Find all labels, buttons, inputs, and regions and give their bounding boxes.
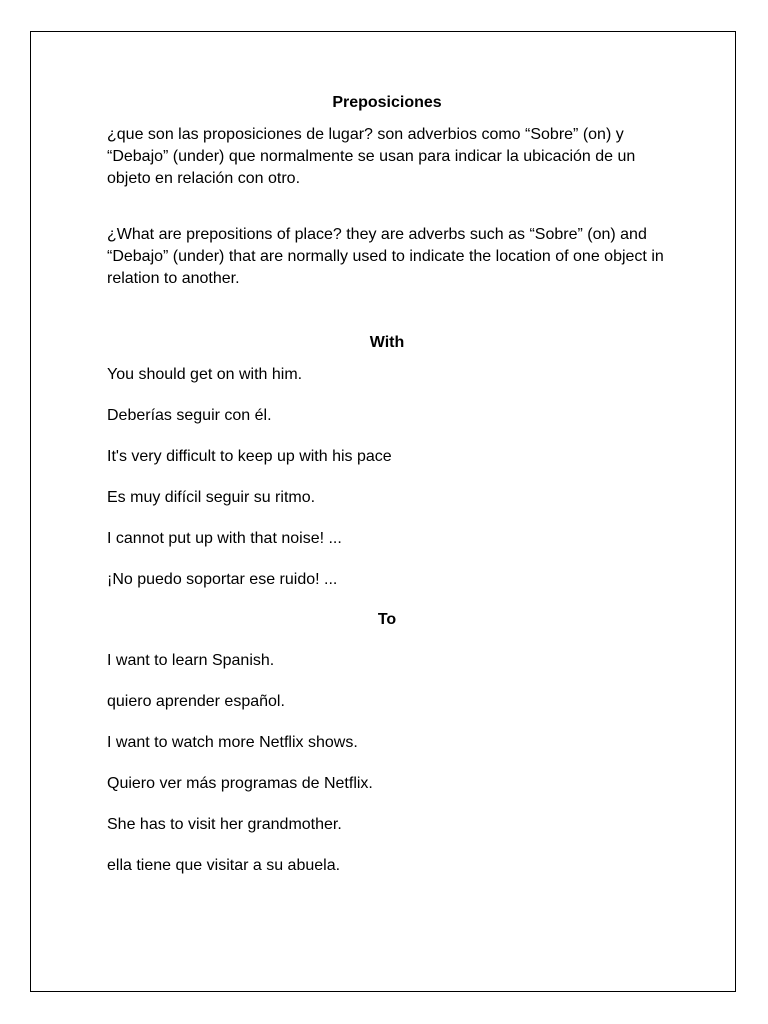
document-content (107, 93, 667, 876)
sentence-line: Quiero ver más programas de Netflix. (107, 775, 373, 792)
sentence-line: It's very difficult to keep up with his pace (107, 448, 392, 465)
sentence-line: quiero aprender español. (107, 693, 285, 710)
sentence-line: ¡No puedo soportar ese ruido! ... (107, 571, 338, 588)
document-title: Preposiciones (332, 94, 442, 111)
document-page (30, 31, 736, 992)
sentence-line: I want to watch more Netflix shows. (107, 734, 358, 751)
sentence-line: Es muy difícil seguir su ritmo. (107, 489, 316, 506)
sentence-line: I want to learn Spanish. (107, 652, 275, 669)
sentence-line: I cannot put up with that noise! ... (107, 530, 342, 547)
sentence-line: You should get on with him. (107, 366, 303, 383)
sentence-line: ella tiene que visitar a su abuela. (107, 857, 341, 874)
intro-spanish-paragraph: ¿que son las proposiciones de lugar? son adverbios como “Sobre” (on) y “Debajo” (under) que normalmente se usan para indicar la ubicación de un objeto en relación con otro. (107, 126, 636, 187)
section-heading-with: With (369, 334, 405, 351)
intro-english-paragraph: ¿What are prepositions of place? they are adverbs such as “Sobre” (on) and “Debajo” (under) that are normally used to indicate the location of one object in relation to another. (107, 226, 664, 287)
sentence-line: Deberías seguir con él. (107, 407, 272, 424)
sentence-line: She has to visit her grandmother. (107, 816, 342, 833)
section-heading-to: To (377, 611, 397, 628)
